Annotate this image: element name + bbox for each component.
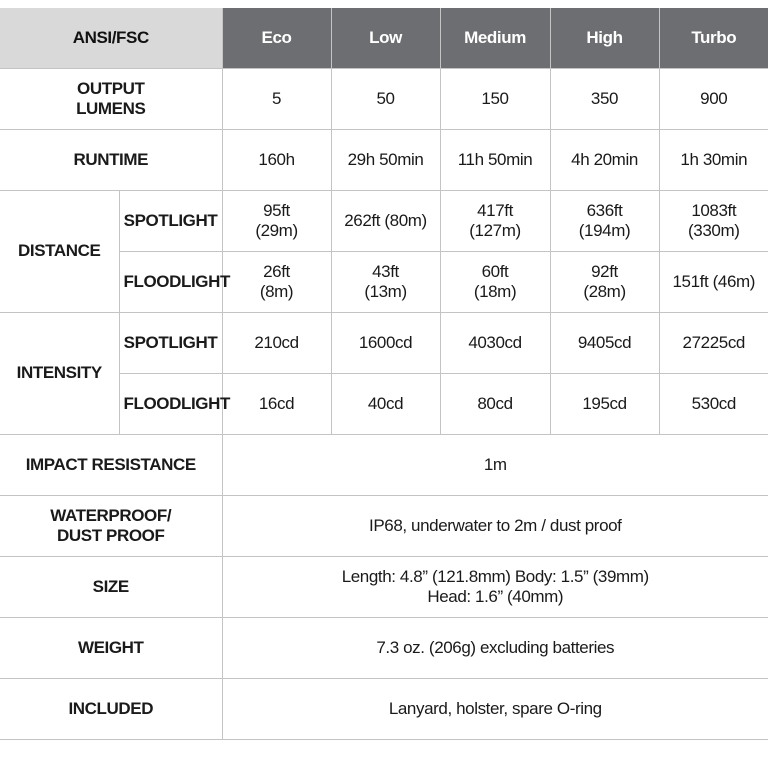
output-label: OUTPUT LUMENS	[0, 68, 222, 129]
size-row	[0, 556, 768, 617]
impact-label: IMPACT RESISTANCE	[0, 434, 222, 495]
intensity-spotlight-value-high: 9405cd	[550, 312, 659, 373]
intensity-spotlight-row	[0, 312, 768, 373]
intensity-floodlight-value-eco: 16cd	[222, 373, 331, 434]
waterproof-row	[0, 495, 768, 556]
distance-spotlight-value-low: 262ft (80m)	[331, 190, 440, 251]
intensity-spotlight-value-low: 1600cd	[331, 312, 440, 373]
weight-label: WEIGHT	[0, 617, 222, 678]
distance-floodlight-value-eco: 26ft (8m)	[222, 251, 331, 312]
mode-header-turbo: Turbo	[659, 8, 768, 68]
runtime-value-medium: 11h 50min	[440, 129, 550, 190]
impact-row	[0, 434, 768, 495]
output-value-high: 350	[550, 68, 659, 129]
weight-value: 7.3 oz. (206g) excluding batteries	[222, 617, 768, 678]
output-value-eco: 5	[222, 68, 331, 129]
intensity-floodlight-value-low: 40cd	[331, 373, 440, 434]
runtime-value-eco: 160h	[222, 129, 331, 190]
distance-spotlight-value-medium: 417ft (127m)	[440, 190, 550, 251]
included-row	[0, 678, 768, 739]
distance-spotlight-value-turbo: 1083ft (330m)	[659, 190, 768, 251]
output-row	[0, 68, 768, 129]
intensity-floodlight-value-medium: 80cd	[440, 373, 550, 434]
mode-header-low: Low	[331, 8, 440, 68]
distance-spotlight-value-high: 636ft (194m)	[550, 190, 659, 251]
distance-floodlight-value-low: 43ft (13m)	[331, 251, 440, 312]
waterproof-label: WATERPROOF/ DUST PROOF	[0, 495, 222, 556]
distance-floodlight-label: FLOODLIGHT	[119, 251, 222, 312]
runtime-label: RUNTIME	[0, 129, 222, 190]
output-value-low: 50	[331, 68, 440, 129]
runtime-row	[0, 129, 768, 190]
included-label: INCLUDED	[0, 678, 222, 739]
intensity-floodlight-label: FLOODLIGHT	[119, 373, 222, 434]
distance-floodlight-value-turbo: 151ft (46m)	[659, 251, 768, 312]
output-value-medium: 150	[440, 68, 550, 129]
spec-table	[0, 8, 768, 740]
size-label: SIZE	[0, 556, 222, 617]
weight-row	[0, 617, 768, 678]
output-value-turbo: 900	[659, 68, 768, 129]
distance-spotlight-value-eco: 95ft (29m)	[222, 190, 331, 251]
runtime-value-high: 4h 20min	[550, 129, 659, 190]
intensity-floodlight-value-turbo: 530cd	[659, 373, 768, 434]
size-value: Length: 4.8” (121.8mm) Body: 1.5” (39mm) Head: 1.6” (40mm)	[222, 556, 768, 617]
distance-label: DISTANCE	[0, 190, 119, 312]
intensity-spotlight-value-eco: 210cd	[222, 312, 331, 373]
intensity-label: INTENSITY	[0, 312, 119, 434]
mode-header-medium: Medium	[440, 8, 550, 68]
distance-spotlight-label: SPOTLIGHT	[119, 190, 222, 251]
runtime-value-turbo: 1h 30min	[659, 129, 768, 190]
distance-floodlight-value-high: 92ft (28m)	[550, 251, 659, 312]
intensity-floodlight-value-high: 195cd	[550, 373, 659, 434]
included-value: Lanyard, holster, spare O-ring	[222, 678, 768, 739]
waterproof-value: IP68, underwater to 2m / dust proof	[222, 495, 768, 556]
distance-spotlight-row	[0, 190, 768, 251]
mode-header-high: High	[550, 8, 659, 68]
header-corner-cell: ANSI/FSC	[0, 8, 222, 68]
distance-floodlight-value-medium: 60ft (18m)	[440, 251, 550, 312]
intensity-spotlight-label: SPOTLIGHT	[119, 312, 222, 373]
intensity-spotlight-value-medium: 4030cd	[440, 312, 550, 373]
impact-value: 1m	[222, 434, 768, 495]
intensity-spotlight-value-turbo: 27225cd	[659, 312, 768, 373]
mode-header-eco: Eco	[222, 8, 331, 68]
header-row	[0, 8, 768, 68]
runtime-value-low: 29h 50min	[331, 129, 440, 190]
